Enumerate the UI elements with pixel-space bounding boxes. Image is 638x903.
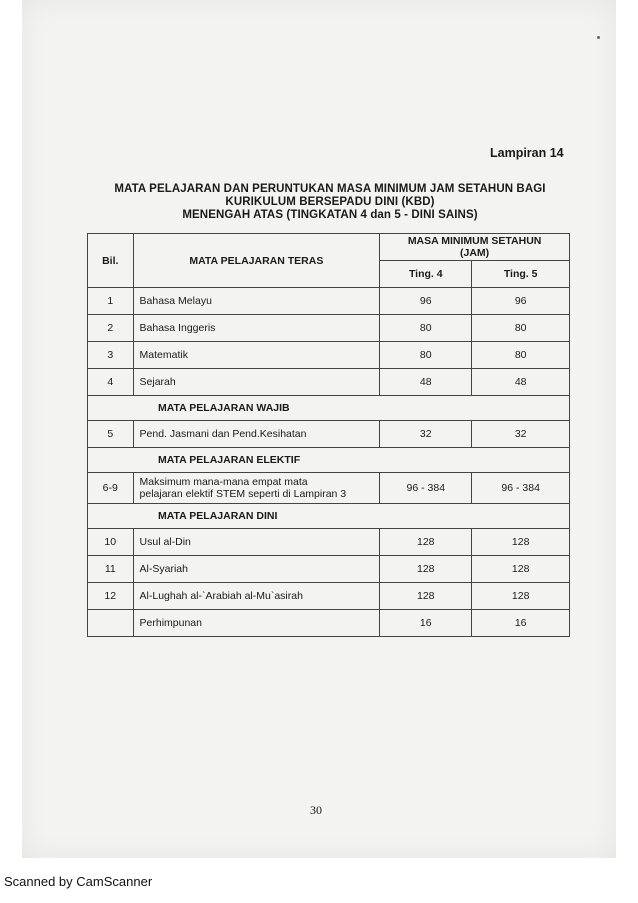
cell-bil: 10 <box>88 529 134 556</box>
cell-ting4: 32 <box>380 421 472 448</box>
cell-ting5: 128 <box>472 583 570 610</box>
cell-ting4: 128 <box>380 583 472 610</box>
cell-ting5: 48 <box>472 369 570 396</box>
table-row <box>88 529 570 556</box>
cell-ting5: 96 - 384 <box>472 473 570 504</box>
cell-subject-line-2: pelajaran elektif STEM seperti di Lampiran 3 <box>139 488 347 500</box>
cell-subject: Al-Syariah <box>133 556 380 583</box>
cell-ting5: 128 <box>472 556 570 583</box>
header-subject: MATA PELAJARAN TERAS <box>133 234 380 288</box>
section-dini-label: MATA PELAJARAN DINI <box>88 504 570 529</box>
cell-ting5: 80 <box>472 315 570 342</box>
header-row <box>88 234 570 261</box>
subject-table <box>87 233 570 637</box>
table-row <box>88 583 570 610</box>
table-row <box>88 421 570 448</box>
table-row <box>88 288 570 315</box>
document-title <box>80 183 580 222</box>
cell-ting4: 80 <box>380 342 472 369</box>
cell-ting4: 128 <box>380 556 472 583</box>
cell-ting5: 80 <box>472 342 570 369</box>
cell-subject: Usul al-Din <box>133 529 380 556</box>
cell-ting5: 16 <box>472 610 570 637</box>
cell-subject: Pend. Jasmani dan Pend.Kesihatan <box>133 421 380 448</box>
table-row <box>88 610 570 637</box>
header-ting4: Ting. 4 <box>380 261 472 288</box>
cell-subject <box>133 473 380 504</box>
table-row <box>88 473 570 504</box>
scanner-footer: Scanned by CamScanner <box>4 874 153 889</box>
cell-ting4: 128 <box>380 529 472 556</box>
table-row <box>88 342 570 369</box>
cell-subject: Matematik <box>133 342 380 369</box>
cell-bil: 12 <box>88 583 134 610</box>
cell-bil: 5 <box>88 421 134 448</box>
cell-ting4: 48 <box>380 369 472 396</box>
table-row <box>88 315 570 342</box>
cell-ting4: 80 <box>380 315 472 342</box>
cell-bil: 4 <box>88 369 134 396</box>
table-row <box>88 556 570 583</box>
header-masa <box>380 234 570 261</box>
header-ting5: Ting. 5 <box>472 261 570 288</box>
cell-ting5: 128 <box>472 529 570 556</box>
title-line-3: MENENGAH ATAS (TINGKATAN 4 dan 5 - DINI SAINS) <box>182 209 478 221</box>
header-masa-title: MASA MINIMUM SETAHUN <box>407 235 542 247</box>
cell-subject: Bahasa Melayu <box>133 288 380 315</box>
cell-subject: Perhimpunan <box>133 610 380 637</box>
title-line-1: MATA PELAJARAN DAN PERUNTUKAN MASA MINIMUM JAM SETAHUN BAGI <box>114 183 546 195</box>
cell-subject: Bahasa Inggeris <box>133 315 380 342</box>
table-row <box>88 369 570 396</box>
cell-bil: 1 <box>88 288 134 315</box>
cell-ting5: 32 <box>472 421 570 448</box>
cell-subject-line-1: Maksimum mana-mana empat mata <box>139 476 308 488</box>
section-elektif <box>88 448 570 473</box>
cell-ting4: 16 <box>380 610 472 637</box>
cell-ting4: 96 <box>380 288 472 315</box>
lampiran-label: Lampiran 14 <box>490 146 564 160</box>
cell-ting5: 96 <box>472 288 570 315</box>
cell-subject: Sejarah <box>133 369 380 396</box>
speck <box>597 36 600 39</box>
cell-bil: 6-9 <box>88 473 134 504</box>
section-wajib-label: MATA PELAJARAN WAJIB <box>88 396 570 421</box>
cell-subject: Al-Lughah al-`Arabiah al-Mu`asirah <box>133 583 380 610</box>
section-wajib <box>88 396 570 421</box>
title-line-2: KURIKULUM BERSEPADU DINI (KBD) <box>225 196 435 208</box>
section-dini <box>88 504 570 529</box>
page-number: 30 <box>310 803 322 817</box>
cell-bil: 3 <box>88 342 134 369</box>
cell-bil <box>88 610 134 637</box>
header-masa-unit: (JAM) <box>460 247 490 259</box>
cell-bil: 2 <box>88 315 134 342</box>
header-bil: Bil. <box>88 234 134 288</box>
cell-ting4: 96 - 384 <box>380 473 472 504</box>
section-elektif-label: MATA PELAJARAN ELEKTIF <box>88 448 570 473</box>
cell-bil: 11 <box>88 556 134 583</box>
